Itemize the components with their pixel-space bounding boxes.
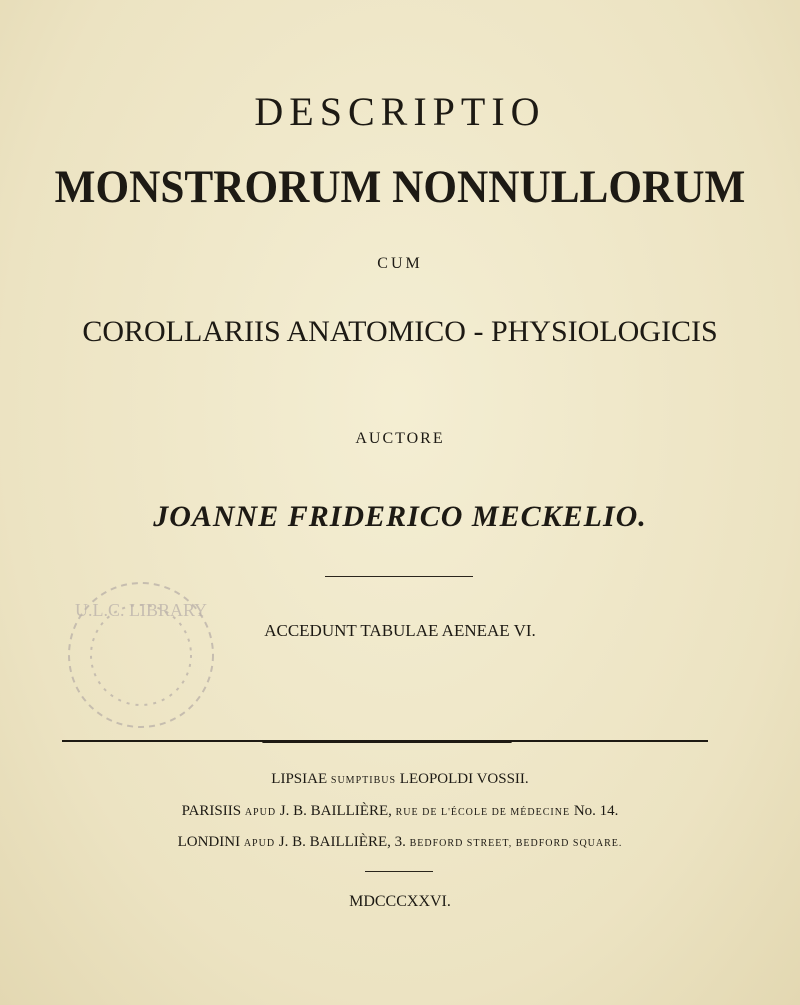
author-name: JOANNE FRIDERICO MECKELIO. — [153, 500, 647, 533]
cum-text: CUM — [377, 255, 423, 272]
title-line-2: MONSTRORUM NONNULLORUM — [54, 161, 746, 213]
londini-publisher: J. B. BAILLIÈRE, 3. — [278, 834, 406, 850]
lipsiae-publisher: LEOPOLDI VOSSII. — [399, 771, 529, 787]
divider-long — [62, 740, 708, 742]
publication-date: MDCCCXXVI. — [349, 893, 451, 910]
lipsiae-city: LIPSIAE — [271, 771, 328, 787]
auctore-text: AUCTORE — [355, 430, 445, 447]
londini-apud: APUD — [243, 838, 276, 849]
stamp-text: U.L.C. LIBRARY — [74, 600, 208, 620]
parisiis-publisher: J. B. BAILLIÈRE, — [279, 803, 392, 819]
imprint-lipsiae — [0, 771, 800, 788]
parisiis-apud: APUD — [244, 807, 277, 818]
title-line-1: DESCRIPTIO — [254, 89, 546, 134]
divider-tiny — [365, 871, 433, 872]
imprint-londini — [0, 834, 800, 851]
parisiis-address: RUE DE L'ÉCOLE DE MÉDECINE — [395, 807, 571, 818]
londini-address: BEDFORD STREET, BEDFORD SQUARE. — [409, 838, 623, 849]
accedunt-text: ACCEDUNT TABULAE AENEAE VI. — [264, 621, 536, 640]
lipsiae-sumptibus: SUMPTIBUS — [330, 775, 397, 786]
parisiis-number: No. 14. — [573, 803, 619, 819]
subtitle: COROLLARIIS ANATOMICO - PHYSIOLOGICIS — [82, 315, 718, 348]
library-stamp — [62, 576, 220, 734]
divider-short — [325, 576, 473, 577]
imprint-parisiis — [0, 803, 800, 820]
londini-city: LONDINI — [177, 834, 241, 850]
parisiis-city: PARISIIS — [181, 803, 242, 819]
